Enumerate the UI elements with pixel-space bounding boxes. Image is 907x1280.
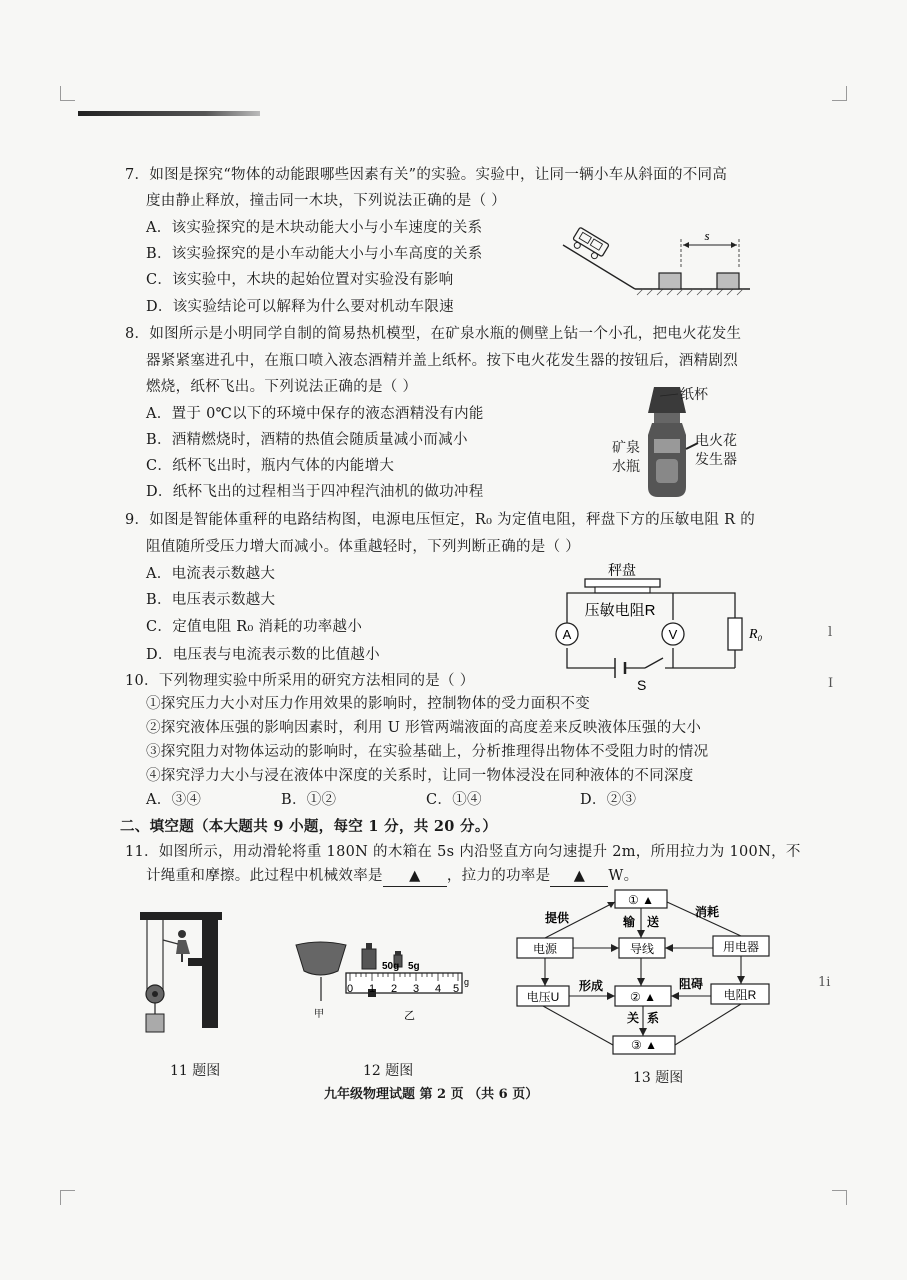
fig12-balance (290, 935, 470, 1025)
fig12-tick-4: 4 (434, 983, 442, 995)
fig13-label-consume: 消耗 (694, 905, 720, 919)
q9-fig-switch-label: S (637, 677, 647, 693)
q11-blank-power[interactable]: ▲ (550, 866, 608, 887)
q7-stem-line1: 7．如图是探究“物体的动能跟哪些因素有关”的实验。实验中，让同一辆小车从斜面的不同高 (125, 167, 728, 183)
q8-option-a: A．置于 0℃以下的环境中保存的液态酒精没有内能 (146, 406, 484, 422)
fig12-tick-0: 0 (346, 983, 354, 995)
q7-option-b: B．该实验探究的是小车动能大小与小车高度的关系 (146, 246, 483, 262)
right-margin-mark-3: 1i (818, 975, 831, 990)
fig12-caption: 12 题图 (363, 1063, 414, 1079)
q10-option-d: D．②③ (580, 792, 637, 808)
q9-option-d: D．电压表与电流表示数的比值越小 (146, 647, 380, 663)
fig13-node-resistance: 电阻R (723, 988, 757, 1002)
right-margin-mark-1: l (828, 625, 833, 640)
q8-option-b: B．酒精燃烧时，酒精的热值会随质量减小而减小 (146, 432, 468, 448)
q10-item-2: ②探究液体压强的影响因素时，利用 U 形管两端液面的高度差来反映液体压强的大小 (146, 720, 702, 736)
q9-stem-line2: 阻值随所受压力增大而减小。体重越轻时，下列判断正确的是（ ） (146, 539, 581, 555)
q7-option-c: C．该实验中，木块的起始位置对实验没有影响 (146, 272, 454, 288)
q8-fig-spark-label2: 发生器 (695, 452, 737, 468)
q7-option-d: D．该实验结论可以解释为什么要对机动车限速 (146, 299, 454, 315)
fig11-pulley (138, 910, 228, 1040)
q9-option-a: A．电流表示数越大 (146, 566, 276, 582)
fig13-label-form: 形成 (578, 979, 604, 993)
q7-option-a: A．该实验探究的是木块动能大小与小车速度的关系 (146, 220, 483, 236)
q9-option-b: B．电压表示数越大 (146, 592, 276, 608)
q10-item-4: ④探究浮力大小与浸在液体中深度的关系时，让同一物体浸没在同种液体的不同深度 (146, 768, 694, 784)
fig13-node-wire: 导线 (629, 942, 655, 956)
q8-stem-line3: 燃烧，纸杯飞出。下列说法正确的是（ ） (146, 379, 418, 395)
fig12-label-yi: 乙 (404, 1010, 415, 1022)
q11-text-c: W。 (608, 868, 639, 884)
crop-mark-bottom-right (832, 1190, 847, 1205)
q8-option-d: D．纸杯飞出的过程相当于四冲程汽油机的做功冲程 (146, 484, 484, 500)
q7-stem-line2: 度由静止释放，撞击同一木块，下列说法正确的是（ ） (146, 193, 507, 209)
fig12-label-jia: 甲 (314, 1009, 324, 1020)
q9-circuit-figure (545, 560, 775, 695)
q8-stem-line1: 8．如图所示是小明同学自制的简易热机模型，在矿泉水瓶的侧壁上钻一个小孔，把电火花发生 (125, 326, 742, 342)
q7-ramp-figure (555, 225, 755, 300)
q11-text-b: ，拉力的功率是 (446, 868, 551, 884)
fig13-node-center: ② ▲ (630, 990, 656, 1004)
q7-fig-s-label: s (704, 228, 710, 243)
crop-mark-top-right (832, 86, 847, 101)
q9-stem-line1: 9．如图是智能体重秤的电路结构图，电源电压恒定，R₀ 为定值电阻，秤盘下方的压敏电阻 R 的 (125, 512, 755, 528)
crop-mark-bottom-left (60, 1190, 75, 1205)
fig13-node-top: ① ▲ (628, 893, 654, 907)
crop-mark-top-left (60, 86, 75, 101)
fig13-label-hinder: 阻碍 (678, 977, 704, 991)
q8-stem-line2: 器紧紧塞进孔中，在瓶口喷入液态酒精并盖上纸杯。按下电火花发生器的按钮后，酒精剧烈 (146, 353, 738, 369)
q9-option-c: C．定值电阻 R₀ 消耗的功率越小 (146, 619, 363, 635)
q9-fig-ammeter-label: A (562, 627, 572, 642)
q11-stem-line1: 11．如图所示，用动滑轮将重 180N 的木箱在 5s 内沿竖直方向匀速提升 2m，所用拉力为 100N，不 (125, 844, 801, 860)
fig12-tick-3: 3 (412, 983, 420, 995)
q8-fig-spark-label1: 电火花 (695, 433, 737, 449)
q11-stem-line2 (146, 866, 638, 887)
q10-stem: 10．下列物理实验中所采用的研究方法相同的是（ ） (125, 673, 475, 689)
q8-fig-cup-label: 纸杯 (680, 387, 708, 403)
q8-fig-bottle-label2: 水瓶 (612, 459, 640, 475)
fig13-label-relation-1: 关 (626, 1011, 640, 1025)
section-2-heading: 二、填空题（本大题共 9 小题，每空 1 分，共 20 分。） (120, 818, 498, 835)
fig12-weight-5g: 5g (408, 961, 420, 972)
q9-fig-r-label: 压敏电阻R (584, 602, 656, 619)
q9-fig-r0-label: R₀ (749, 627, 763, 642)
fig12-tick-1: 1 (368, 983, 376, 995)
q11-text-a: 计绳重和摩擦。此过程中机械效率是 (146, 868, 383, 884)
fig13-node-source: 电源 (532, 942, 558, 956)
fig11-caption: 11 题图 (170, 1063, 221, 1079)
fig12-tick-5: 5 (452, 983, 460, 995)
page-footer: 九年级物理试题 第 2 页 （共 6 页） (324, 1087, 539, 1102)
fig13-node-bottom: ③ ▲ (631, 1038, 657, 1052)
fig13-node-appliance: 用电器 (722, 940, 760, 954)
fig13-label-transmit-2: 送 (646, 915, 660, 929)
header-rule (78, 111, 260, 116)
fig13-concept-diagram (515, 888, 773, 1058)
fig12-unit-g: g (464, 977, 470, 987)
fig13-node-voltage: 电压U (526, 990, 560, 1004)
q8-option-c: C．纸杯飞出时，瓶内气体的内能增大 (146, 458, 395, 474)
q9-fig-voltmeter-label: V (668, 627, 678, 642)
right-margin-mark-2: I (828, 676, 834, 691)
q8-fig-bottle-label1: 矿泉 (612, 440, 640, 456)
fig13-caption: 13 题图 (633, 1070, 684, 1086)
fig12-tick-2: 2 (390, 983, 398, 995)
q10-item-3: ③探究阻力对物体运动的影响时，在实验基础上，分析推理得出物体不受阻力时的情况 (146, 744, 709, 760)
fig13-label-transmit-1: 输 (622, 915, 636, 929)
q8-cup-leader (660, 388, 680, 404)
fig12-weight-50g: 50g (382, 961, 400, 972)
q9-fig-pan-label: 秤盘 (608, 562, 636, 578)
fig13-label-provide: 提供 (544, 911, 570, 925)
q10-option-b: B．①② (281, 792, 337, 808)
fig13-label-relation-2: 系 (646, 1011, 660, 1025)
q11-blank-efficiency[interactable]: ▲ (383, 866, 447, 887)
q10-option-a: A．③④ (146, 792, 202, 808)
q10-item-1: ①探究压力大小对压力作用效果的影响时，控制物体的受力面积不变 (146, 696, 590, 712)
q10-option-c: C．①④ (426, 792, 482, 808)
